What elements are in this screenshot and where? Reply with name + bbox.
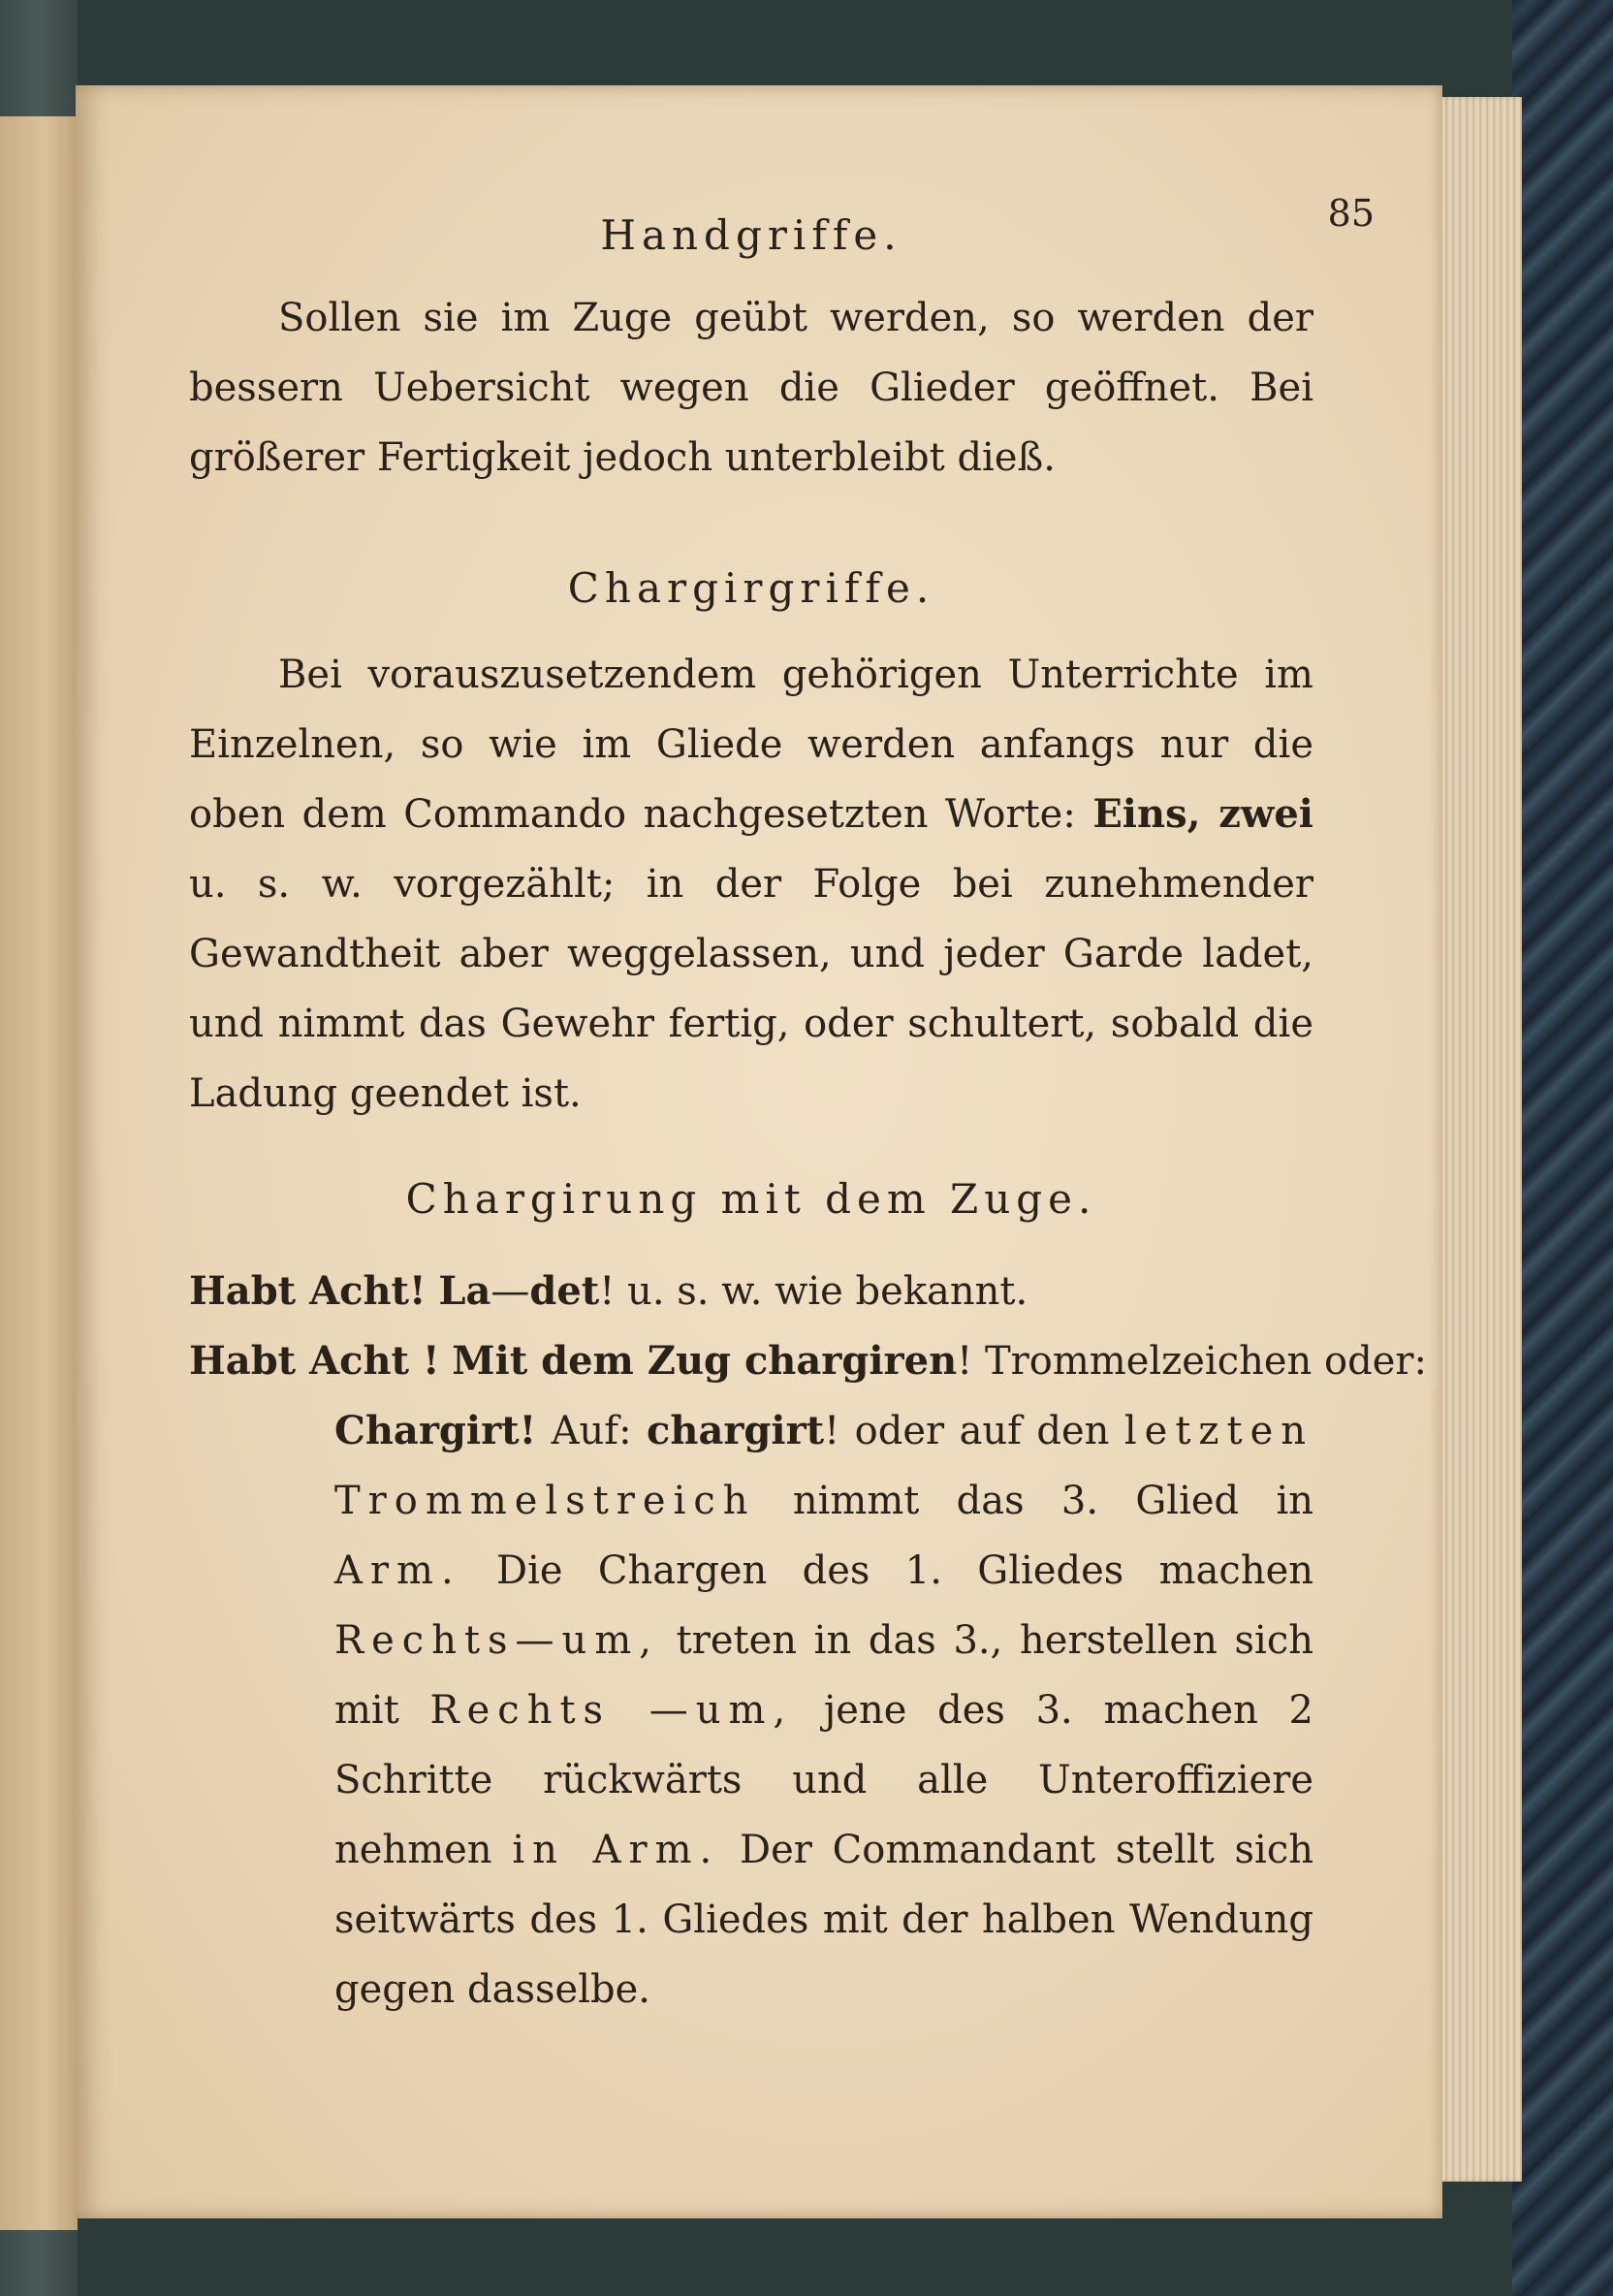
command-text (189, 1326, 1427, 1396)
command-line-1 (189, 1257, 1427, 1396)
book-cover-right (1512, 0, 1613, 2296)
emphasis-count: Eins, zwei (1092, 791, 1314, 837)
page-stack-edges (1435, 97, 1522, 2182)
previous-page-edge (0, 116, 78, 2230)
command-bold: Habt Acht ! (189, 1338, 440, 1384)
command-rest: Auf: (551, 1409, 632, 1453)
spaced-text: in Arm. (512, 1828, 720, 1872)
command-bold: Mit dem Zug chargiren (452, 1338, 958, 1384)
section-heading-handgriffe: Handgriffe. (600, 211, 902, 259)
command-bold: La (438, 1268, 491, 1314)
command-rest: nimmt das 3. Glied in (792, 1479, 1313, 1523)
command-bold: Chargirt! (334, 1408, 537, 1453)
section-paragraph-chargirgriffe (189, 640, 1313, 1129)
command-bold: det (529, 1268, 600, 1314)
command-rest: ! oder auf den (824, 1409, 1110, 1453)
command-rest: Der Commandant stellt sich seitwärts des 1. Gliedes mit der halben Wendung gegen dasselbe. (334, 1828, 1314, 2012)
command-rest: ! u. s. w. wie bekannt. (599, 1269, 1028, 1314)
page-number: 85 (1327, 192, 1375, 235)
section-paragraph-handgriffe: Sollen sie im Zuge geübt werden, so werden der bessern Uebersicht wegen die Glieder geöffnet. Bei größerer Fertigkeit jedoch unterbleibt dieß. (189, 296, 1313, 480)
command-dash: — (490, 1269, 530, 1314)
command-rest: treten in das 3., herstellen sich mit (334, 1618, 1313, 1733)
section-heading-chargirung: Chargirung mit dem Zuge. (405, 1175, 1097, 1223)
command-rest: Die Chargen des 1. Gliedes machen (496, 1548, 1314, 1593)
paragraph-text: u. s. w. vorgezählt; in der Folge bei zunehmender Gewandtheit aber weggelassen, und jeder Garde ladet, und nimmt das Gewehr fertig, oder schultert, sobald die Ladung geendet ist. (189, 862, 1313, 1116)
command-bold: Habt Acht! (189, 1268, 427, 1314)
command-instructions (334, 1396, 1313, 2025)
section-heading-chargirgriffe: Chargirgriffe. (567, 564, 935, 612)
spaced-text: Rechts—um, (334, 1618, 659, 1663)
command-text (189, 1257, 1313, 1326)
command-rest: ! Trommelzeichen oder: (957, 1339, 1427, 1384)
paragraph-text: Bei vorauszusetzendem gehörigen Unterrichte im Einzelnen, so wie im Gliede werden anfangs nur die oben dem Commando nachgesetzten Worte: (189, 653, 1313, 837)
spaced-text: Rechts —um, (429, 1688, 794, 1733)
spaced-text: Arm. (334, 1548, 461, 1593)
spaced-text: letzten Trommelstreich (334, 1409, 1314, 1523)
command-bold: chargirt (647, 1408, 825, 1453)
command-rest: jene des 3. machen 2 Schritte rückwärts und alle Unteroffiziere nehmen (334, 1688, 1313, 1872)
